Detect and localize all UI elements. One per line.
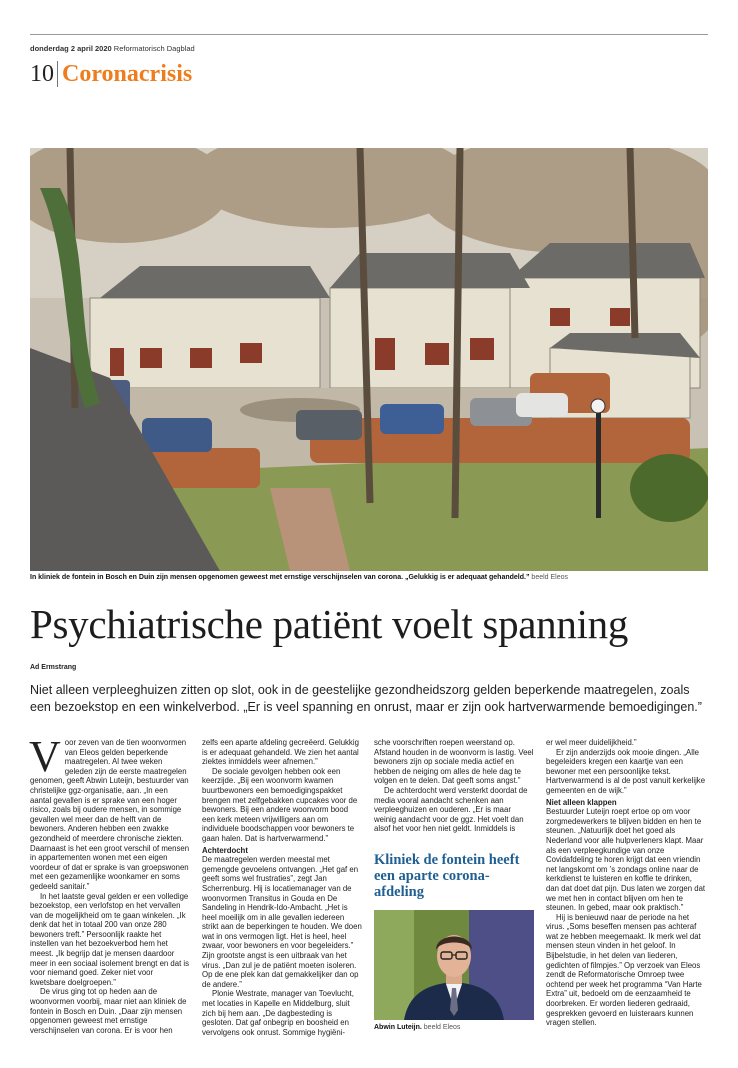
portrait-photo — [374, 910, 534, 1020]
subheading-niet-alleen-klappen: Niet alleen klappen — [546, 797, 617, 807]
subheading-achterdocht: Achterdocht — [202, 845, 248, 855]
body-column-2 — [202, 738, 362, 1037]
header-rule — [30, 34, 708, 35]
body-paragraph: sche voorschriften roepen weerstand op. Afstand houden in de woonvorm is lastig. Veel bewoners zijn op sociale media actief en hebben de neiging om alles de hele dag te volgen en te delen. Dat geeft soms angst.” — [374, 738, 534, 786]
article-headline: Psychiatrische patiënt voelt spanning — [30, 601, 629, 647]
sidebar-title: Kliniek de fontein heeft een aparte corona-afdeling — [374, 852, 520, 900]
body-paragraph: zelfs een aparte afdeling gecreëerd. Gelukkig is er adequaat gehandeld. We zien het aantal ziektes inmiddels weer afnemen.” — [202, 738, 359, 767]
section-divider — [57, 61, 58, 87]
portrait-caption — [374, 1024, 460, 1031]
body-column-4 — [546, 738, 706, 1028]
issue-date: donderdag 2 april 2020 — [30, 44, 112, 53]
body-paragraph: In het laatste geval gelden er een volledige bezoekstop, een verlofstop en het vervallen van de mogelijkheid om te gaan winkelen. „Ik denk dat het in totaal 200 van onze 280 bewoners treft.” Persoonlijk raakte het instellen van het bezoekverbod hem het meest. „Ik begrijp dat je mensen daardoor meer in een sociaal isolement brengt en dat is voor niemand goed. Zeker niet voor kwetsbare doelgroepen.” — [30, 891, 190, 987]
byline: Ad Ermstrang — [30, 664, 77, 671]
body-paragraph: De virus ging tot op heden aan de woonvormen voorbij, maar niet aan kliniek de fontein in Bosch en Duin. „Daar zijn mensen opgenomen geweest met ernstige verschijnselen van corona. Er is voor hen — [30, 987, 187, 1035]
photo-caption-text: In kliniek de fontein in Bosch en Duin zijn mensen opgenomen geweest met ernstige verschijnselen van corona. „Gelukkig is er adequaat gehandeld.” — [30, 574, 530, 581]
body-paragraph: Plonie Westrate, manager van Toevlucht, met locaties in Kapelle en Middelburg, sluit zich bij hem aan. „De dagbesteding is gesloten. Dat gaf onbegrip en boosheid en vervolgens ook onrust. Sommige hygiëni- — [202, 989, 354, 1037]
body-paragraph: De sociale gevolgen hebben ook een keerzijde. „Bij een woonvorm kwamen buurtbewoners een bemoedigingspakket brengen met zelfgebakken cupcakes voor de bewoners. Bij een andere woonvorm bood een kerk meteen vrijwilligers aan om individuele boodschappen voor bewoners te gaan halen. Dat is hartverwarmend.” — [202, 766, 358, 843]
portrait-credit: beeld Eleos — [423, 1024, 461, 1031]
body-paragraph: er wel meer duidelijkheid.” — [546, 738, 637, 747]
newspaper-name: Reformatorisch Dagblad — [113, 44, 195, 53]
portrait-name: Abwin Luteijn. — [374, 1024, 422, 1031]
body-paragraph: Bestuurder Luteijn roept ertoe op om voor zorgmedewerkers te blijven bidden en hen te steunen. „Natuurlijk doet het goed als Nederland voor alle hulpverleners klapt. Maar als een verpleegkundige van onze Covidafdeling te horen krijgt dat een vriendin net langskomt om ’s zondags online naar de kerkdienst te luisteren en koffie te drinken, dan dat doet dat pijn. Dus laten we zorgen dat we met hen in contact blijven om hen te steunen. In gebed, maar ook praktisch.” — [546, 807, 706, 913]
photo-caption — [30, 574, 708, 581]
drop-cap: V — [29, 732, 61, 781]
body-paragraph: De achterdocht werd versterkt doordat de media vooral aandacht schenken aan verpleeghuizen en ouderen. „Er is maar weinig aandacht voor de ggz. Het voelt dan alsof het voor hen niet geldt. Inmiddels is — [374, 785, 528, 834]
body-paragraph: Hij is benieuwd naar de periode na het virus. „Soms beseffen mensen pas achteraf wat ze hebben meegemaakt. Ik merk wel dat mensen steun vinden in het geloof. In Bijbelstudie, in het delen van liederen, gedichten of filmpjes.” Op verzoek van Eleos zendt de Reformatorische Omroep twee ochtend per week het programma “Van Harte Extra” uit, bedoeld om de eenzaamheid te doorbreken. Er worden liederen gedraaid, gesprekken gevoerd en luisteraars kunnen vragen stellen. — [546, 912, 702, 1028]
section-header — [30, 58, 192, 90]
page-number: 10 — [30, 60, 54, 87]
photo-credit: beeld Eleos — [531, 574, 569, 581]
body-paragraph: De maatregelen werden meestal met gemengde gevoelens ontvangen. „Het gaf en geeft soms wel frustraties”, zegt Jan Scherrenburg. Hij is locatiemanager van de woonvormen Transitus in Gouda en De Sandeling in Hendrik-Ido-Ambacht. „Het is heel moeilijk om in alle gevallen iedereen strikt aan de beperkingen te houden. We doen wat in ons vermogen ligt. Het is heel, heel zwaar, voor bewoners en voor begeleiders.” Zijn grootste angst is een uitbraak van het virus. „Dan zul je de patiënt moeten isoleren. Op de ene plek kan dat gemakkelijker dan op de andere.” — [202, 855, 362, 989]
main-photo — [30, 148, 708, 571]
dateline — [30, 44, 195, 53]
body-paragraph: oor zeven van de tien woonvormen van Eleos gelden beperkende maatregelen. Al twee weken geleden zijn de eerste maatregelen genomen, geeft Abwin Luteijn, bestuurder van christelijke ggz-organisatie, aan. „In een aantal gevallen is er sprake van een hoger risico, zoals bij oudere mensen, in sommige gevallen wel meer dan de helft van de bewoners. Anderen hebben een zwakke gezondheid of meerdere chronische ziekten. Daarnaast is het een groot verschil of mensen in appartementen wonen met een eigen voordeur of dat er sprake is van groepswonen met een gezamenlijke woonkamer en soms gedeeld sanitair.” — [30, 738, 190, 891]
article-intro: Niet alleen verpleeghuizen zitten op slot, ook in de geestelijke gezondheidszorg gelden beperkende maatregelen, zoals een bezoekstop en een winkelverbod. „Er is veel spanning en onrust, maar er zijn ook hartverwarmende bemoedigingen.” — [30, 683, 702, 714]
body-column-3 — [374, 738, 534, 834]
body-column-1 — [29, 732, 190, 1035]
section-title: Coronacrisis — [62, 60, 193, 87]
body-paragraph: Er zijn anderzijds ook mooie dingen. „Alle begeleiders kregen een kaartje van een bewoner met een persoonlijke tekst. Hartverwarmend is al de post vanuit kerkelijke gemeenten en de wijk.” — [546, 747, 706, 795]
